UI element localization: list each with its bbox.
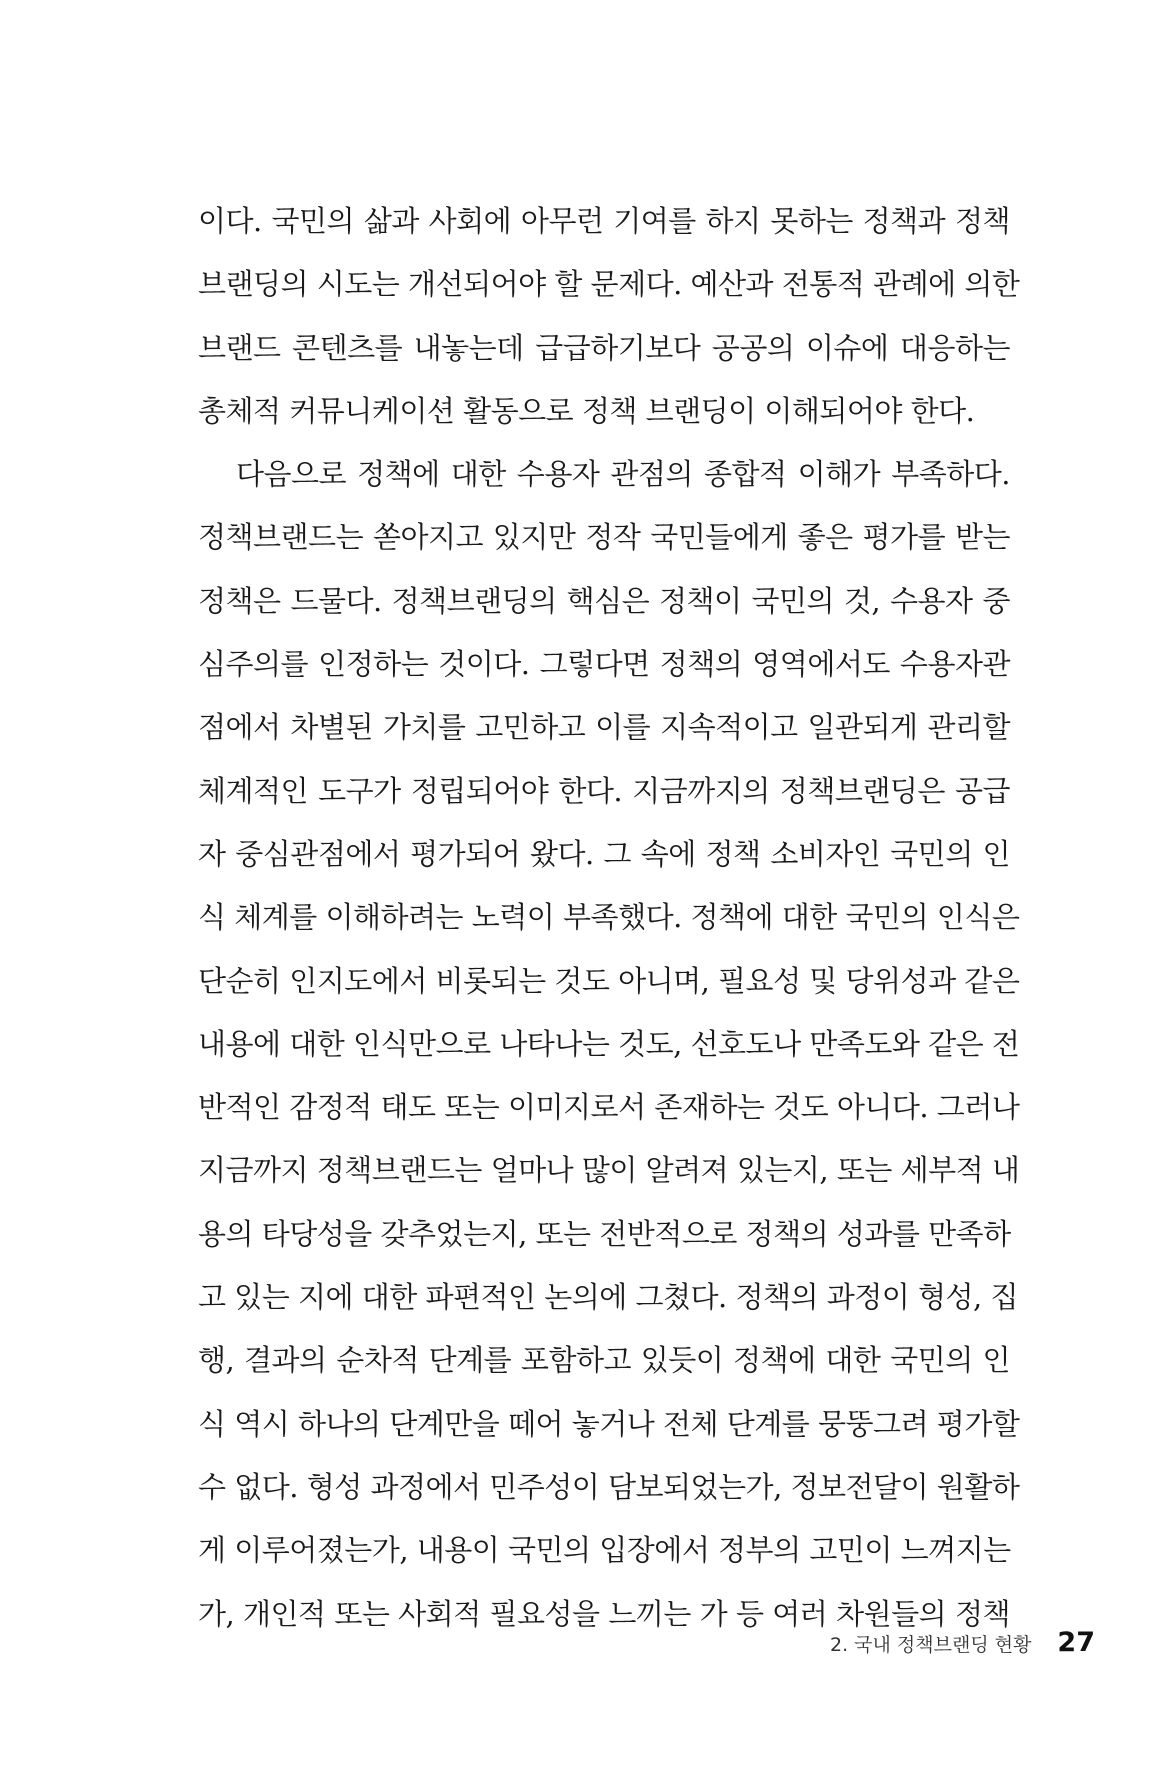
text-line-22: 게 이루어졌는가, 내용이 국민의 입장에서 정부의 고민이 느껴지는 <box>198 1533 1011 1568</box>
text-line-3: 브랜드 콘텐츠를 내놓는데 급급하기보다 공공의 이슈에 대응하는 <box>198 330 1010 365</box>
text-line-19: 행, 결과의 순차적 단계를 포함하고 있듯이 정책에 대한 국민의 인 <box>198 1343 1010 1378</box>
text-line-18: 고 있는 지에 대한 파편적인 논의에 그쳤다. 정책의 과정이 형성, 집 <box>198 1280 1018 1315</box>
text-line-8: 심주의를 인정하는 것이다. 그렇다면 정책의 영역에서도 수용자관 <box>198 647 1010 682</box>
text-line-5: 다음으로 정책에 대한 수용자 관점의 종합적 이해가 부족하다. <box>236 457 1010 492</box>
text-line-15: 반적인 감정적 태도 또는 이미지로서 존재하는 것도 아니다. 그러나 <box>198 1090 1020 1125</box>
running-head: 2. 국내 정책브랜딩 현황 <box>829 1634 1032 1656</box>
text-line-20: 식 역시 하나의 단계만을 떼어 놓거나 전체 단계를 뭉뚱그려 평가할 <box>198 1406 1020 1441</box>
text-line-12: 식 체계를 이해하려는 노력이 부족했다. 정책에 대한 국민의 인식은 <box>198 900 1020 935</box>
page-footer <box>830 1627 1095 1667</box>
text-line-11: 자 중심관점에서 평가되어 왔다. 그 속에 정책 소비자인 국민의 인 <box>198 836 1010 871</box>
page-number: 27 <box>1057 1627 1095 1658</box>
text-line-13: 단순히 인지도에서 비롯되는 것도 아니며, 필요성 및 당위성과 같은 <box>198 963 1020 998</box>
text-line-23: 가, 개인적 또는 사회적 필요성을 느끼는 가 등 여러 차원들의 정책 <box>198 1596 1010 1631</box>
text-line-16: 지금까지 정책브랜드는 얼마나 많이 알려져 있는지, 또는 세부적 내 <box>198 1153 1020 1188</box>
text-line-21: 수 없다. 형성 과정에서 민주성이 담보되었는가, 정보전달이 원활하 <box>198 1469 1020 1504</box>
text-line-1: 이다. 국민의 삶과 사회에 아무런 기여를 하지 못하는 정책과 정책 <box>198 204 1010 238</box>
text-line-4: 총체적 커뮤니케이션 활동으로 정책 브랜딩이 이해되어야 한다. <box>198 393 975 428</box>
text-line-17: 용의 타당성을 갖추었는지, 또는 전반적으로 정책의 성과를 만족하 <box>198 1216 1011 1251</box>
text-line-14: 내용에 대한 인식만으로 나타나는 것도, 선호도나 만족도와 같은 전 <box>198 1026 1020 1061</box>
text-line-9: 점에서 차별된 가치를 고민하고 이를 지속적이고 일관되게 관리할 <box>198 710 1010 745</box>
text-line-6: 정책브랜드는 쏟아지고 있지만 정작 국민들에게 좋은 평가를 받는 <box>198 520 1010 555</box>
text-line-7: 정책은 드물다. 정책브랜딩의 핵심은 정책이 국민의 것, 수용자 중 <box>198 583 1010 618</box>
text-line-2: 브랜딩의 시도는 개선되어야 할 문제다. 예산과 전통적 관례에 의한 <box>198 267 1020 302</box>
text-line-10: 체계적인 도구가 정립되어야 한다. 지금까지의 정책브랜딩은 공급 <box>198 773 1010 808</box>
